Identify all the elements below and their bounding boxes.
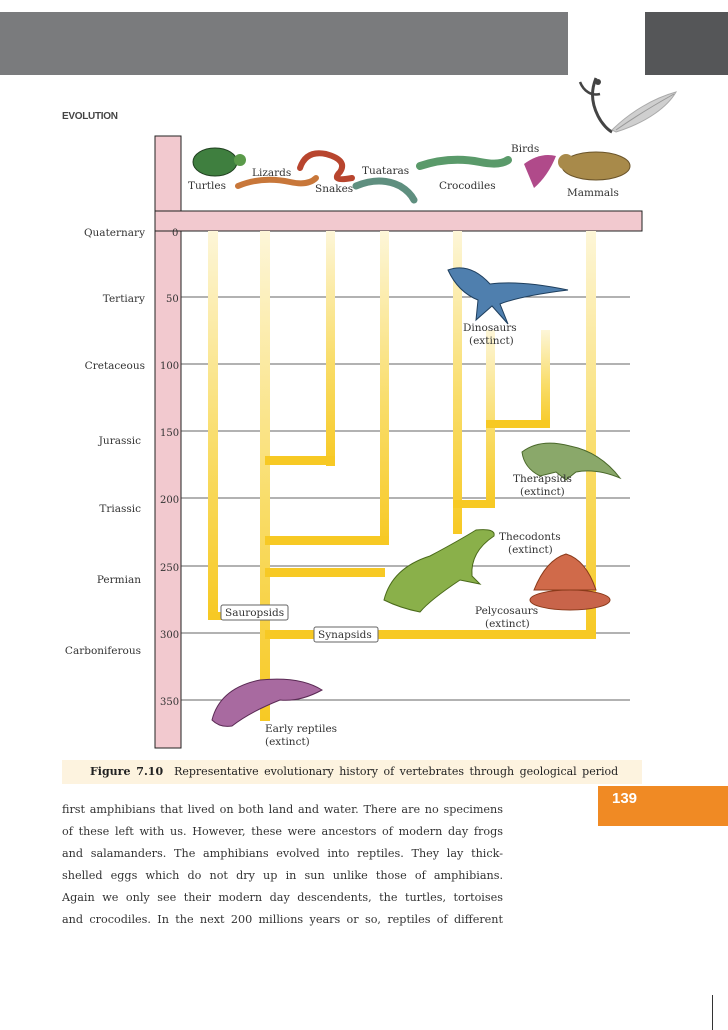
figure-caption: [90, 765, 618, 778]
clade-label: Turtles: [188, 180, 226, 192]
time-tick-label: 50: [166, 294, 179, 305]
clade-label: Mammals: [567, 187, 619, 199]
crocodile-illustration: [420, 160, 508, 166]
time-tick-label: 200: [160, 495, 180, 506]
clade-label-status: (extinct): [485, 618, 530, 630]
period-label: Carboniferous: [64, 645, 141, 657]
bird-illustration: [524, 155, 556, 188]
lizard-illustration: [238, 178, 316, 186]
period-label: Jurassic: [98, 435, 141, 447]
tuatara-illustration: [356, 181, 414, 200]
period-label: Permian: [96, 574, 141, 586]
present-day-band: [155, 211, 642, 231]
snake-illustration: [300, 153, 352, 179]
synapsids-label: Synapsids: [318, 629, 372, 641]
clade-label-status: (extinct): [265, 736, 310, 748]
time-tick-label: 250: [160, 563, 180, 574]
sauropsids-tag: [221, 605, 288, 620]
period-label: Cretaceous: [84, 360, 145, 372]
time-tick-label: 300: [160, 630, 180, 641]
clade-label-status: (extinct): [520, 486, 565, 498]
page-number: 139: [612, 790, 638, 807]
body-line: and salamanders. The amphibians evolved into reptiles. They lay thick-: [62, 847, 503, 860]
period-label: Quaternary: [83, 227, 145, 239]
synapsids-tag: [314, 627, 378, 642]
period-label: Triassic: [99, 503, 141, 515]
time-tick-label: 350: [160, 697, 180, 708]
body-line: first amphibians that lived on both land and water. There are no specimens: [62, 803, 503, 816]
clade-label: Lizards: [252, 167, 292, 179]
clade-label: Crocodiles: [439, 180, 496, 192]
pelycosaur-illustration: [530, 554, 610, 610]
thecodont-illustration: [384, 530, 494, 612]
mammal-illustration: [558, 152, 630, 180]
body-paragraph: [62, 799, 503, 931]
clade-label: Dinosaurs: [463, 322, 517, 334]
body-line: and crocodiles. In the next 200 millions years or so, reptiles of different: [62, 913, 503, 926]
clade-label: Therapsids: [513, 473, 572, 485]
clade-label: Pelycosaurs: [475, 605, 539, 617]
clade-label-status: (extinct): [508, 544, 553, 556]
dinosaur-illustration: [448, 268, 568, 324]
figure-caption-text: Representative evolutionary history of vertebrates through geological period: [174, 765, 619, 778]
clade-label: Thecodonts: [499, 531, 561, 543]
turtle-illustration: [193, 148, 246, 176]
period-label: Tertiary: [102, 293, 145, 305]
clade-label: Birds: [511, 143, 540, 155]
time-tick-label: 150: [160, 428, 180, 439]
clade-label: Snakes: [315, 183, 354, 195]
sauropsids-label: Sauropsids: [225, 607, 285, 619]
body-line: of these left with us. However, these were ancestors of modern day frogs: [62, 825, 503, 838]
time-gridlines: [181, 297, 630, 700]
running-head: EVOLUTION: [62, 111, 118, 122]
time-tick-label: 0: [172, 228, 179, 239]
clade-label: Tuataras: [362, 165, 410, 177]
page-edge-line: [712, 995, 713, 1030]
clade-label-status: (extinct): [469, 335, 514, 347]
body-line: Again we only see their modern day descendents, the turtles, tortoises: [62, 891, 503, 904]
time-tick-label: 100: [160, 361, 180, 372]
figure-number: Figure 7.10: [90, 765, 164, 778]
body-line: shelled eggs which do not dry up in sun unlike those of amphibians.: [62, 869, 503, 882]
clade-label: Early reptiles: [265, 723, 338, 735]
